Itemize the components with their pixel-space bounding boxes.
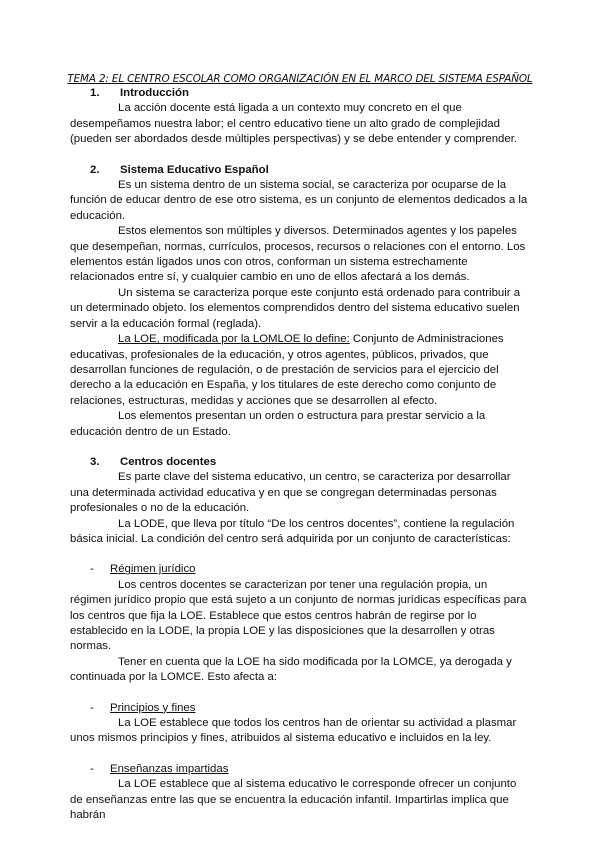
- section-1-paragraph: La acción docente está ligada a un contexto muy concreto en el que desempeñamos nuestra labor; el centro educativo tiene un alto grado de complejidad (pueden ser abordados desde múltiples perspectivas) y se debe entender y comprender.: [70, 102, 518, 146]
- section-3-title: Centros docentes: [120, 455, 217, 468]
- section-2-title: Sistema Educativo Español: [120, 163, 269, 176]
- subsection-ensenanzas-paragraph: La LOE establece que al sistema educativo le corresponde ofrecer un conjunto de enseñanzas entre las que se encuentra la educación infantil. Impartirlas implica que habrán: [70, 778, 517, 822]
- section-1-number: 1.: [90, 87, 100, 99]
- section-2-paragraph-3: Un sistema se caracteriza porque este conjunto está ordenado para contribuir a un determinado objeto. los elementos comprendidos dentro del sistema educativo suelen servir a la educación formal (reglada).: [70, 286, 521, 330]
- section-2-paragraph-4: [70, 332, 530, 409]
- subsection-principios-heading: [70, 701, 530, 716]
- section-3-paragraph-2: La LODE, que lleva por título “De los centros docentes”, contiene la regulación básica inicial. La condición del centro será adquirida por un conjunto de características:: [70, 517, 515, 545]
- section-3-heading: [70, 455, 530, 470]
- list-dash: -: [90, 701, 94, 714]
- section-3-number: 3.: [90, 455, 100, 468]
- list-dash: -: [90, 563, 94, 576]
- document-title: TEMA 2: EL CENTRO ESCOLAR COMO ORGANIZACIÓN EN EL MARCO DEL SISTEMA ESPAÑOL: [67, 73, 533, 85]
- subsection-principios-paragraph: La LOE establece que todos los centros han de orientar su actividad a plasmar unos mismos principios y fines, atribuidos al sistema educativo e incluidos en la ley.: [70, 717, 517, 745]
- loe-definition-lead: La LOE, modificada por la LOMLOE lo define:: [118, 333, 350, 346]
- subsection-ensenanzas-heading: [70, 762, 530, 777]
- subsection-principios-title: Principios y fines: [110, 701, 196, 714]
- section-2-heading: [70, 163, 530, 178]
- section-1-title: Introducción: [120, 87, 189, 99]
- loe-definition-text: Conjunto de Administraciones educativas, profesionales de la educación, y otros agentes, públicos, privados, que desarrollan funciones de regulación, o de prestación de servicios para el ejercicio del derecho a la educación en España, y los titulares de este derecho como conjunto de relaciones, estructuras, medidas y acciones que se desarrollen al efecto.: [70, 333, 504, 407]
- subsection-regimen-heading: [70, 562, 530, 577]
- subsection-regimen-paragraph-1: Los centros docentes se caracterizan por tener una regulación propia, un régimen jurídico propio que está sujeto a un conjunto de normas jurídicas específicas para los centros que fija la LOE. Establece que estos centros habrán de regirse por lo establecido en la LODE, la propia LOE y las disposiciones que la desarrollen y otras normas.: [70, 578, 527, 653]
- subsection-regimen-paragraph-2: Tener en cuenta que la LOE ha sido modificada por la LOMCE, ya derogada y continuada por la LOMCE. Esto afecta a:: [70, 655, 512, 684]
- section-2-paragraph-2: Estos elementos son múltiples y diversos. Determinados agentes y los papeles que desempeñan, normas, currículos, procesos, recursos o relaciones con el entorno. Los elementos están ligados unos con otros, conforman un sistema estrechamente relacionados entre sí, y cualquier cambio en uno de ellos afectará a los demás.: [70, 225, 526, 284]
- subsection-ensenanzas-title: Enseñanzas impartidas: [110, 762, 229, 775]
- section-2-number: 2.: [90, 163, 100, 176]
- section-1-heading: [70, 86, 530, 101]
- section-2-paragraph-5: Los elementos presentan un orden o estructura para prestar servicio a la educación dentro de un Estado.: [70, 410, 486, 438]
- list-dash: -: [90, 762, 94, 775]
- subsection-regimen-title: Régimen jurídico: [110, 563, 196, 576]
- document-body: [70, 86, 530, 823]
- section-2-paragraph-1: Es un sistema dentro de un sistema social, se caracteriza por ocuparse de la función de educar dentro de ese otro sistema, es un conjunto de elementos dedicados a la educación.: [70, 179, 528, 222]
- section-3-paragraph-1: Es parte clave del sistema educativo, un centro, se caracteriza por desarrollar una determinada actividad educativa y en que se congregan determinadas personas profesionales o no de la educación.: [70, 471, 511, 515]
